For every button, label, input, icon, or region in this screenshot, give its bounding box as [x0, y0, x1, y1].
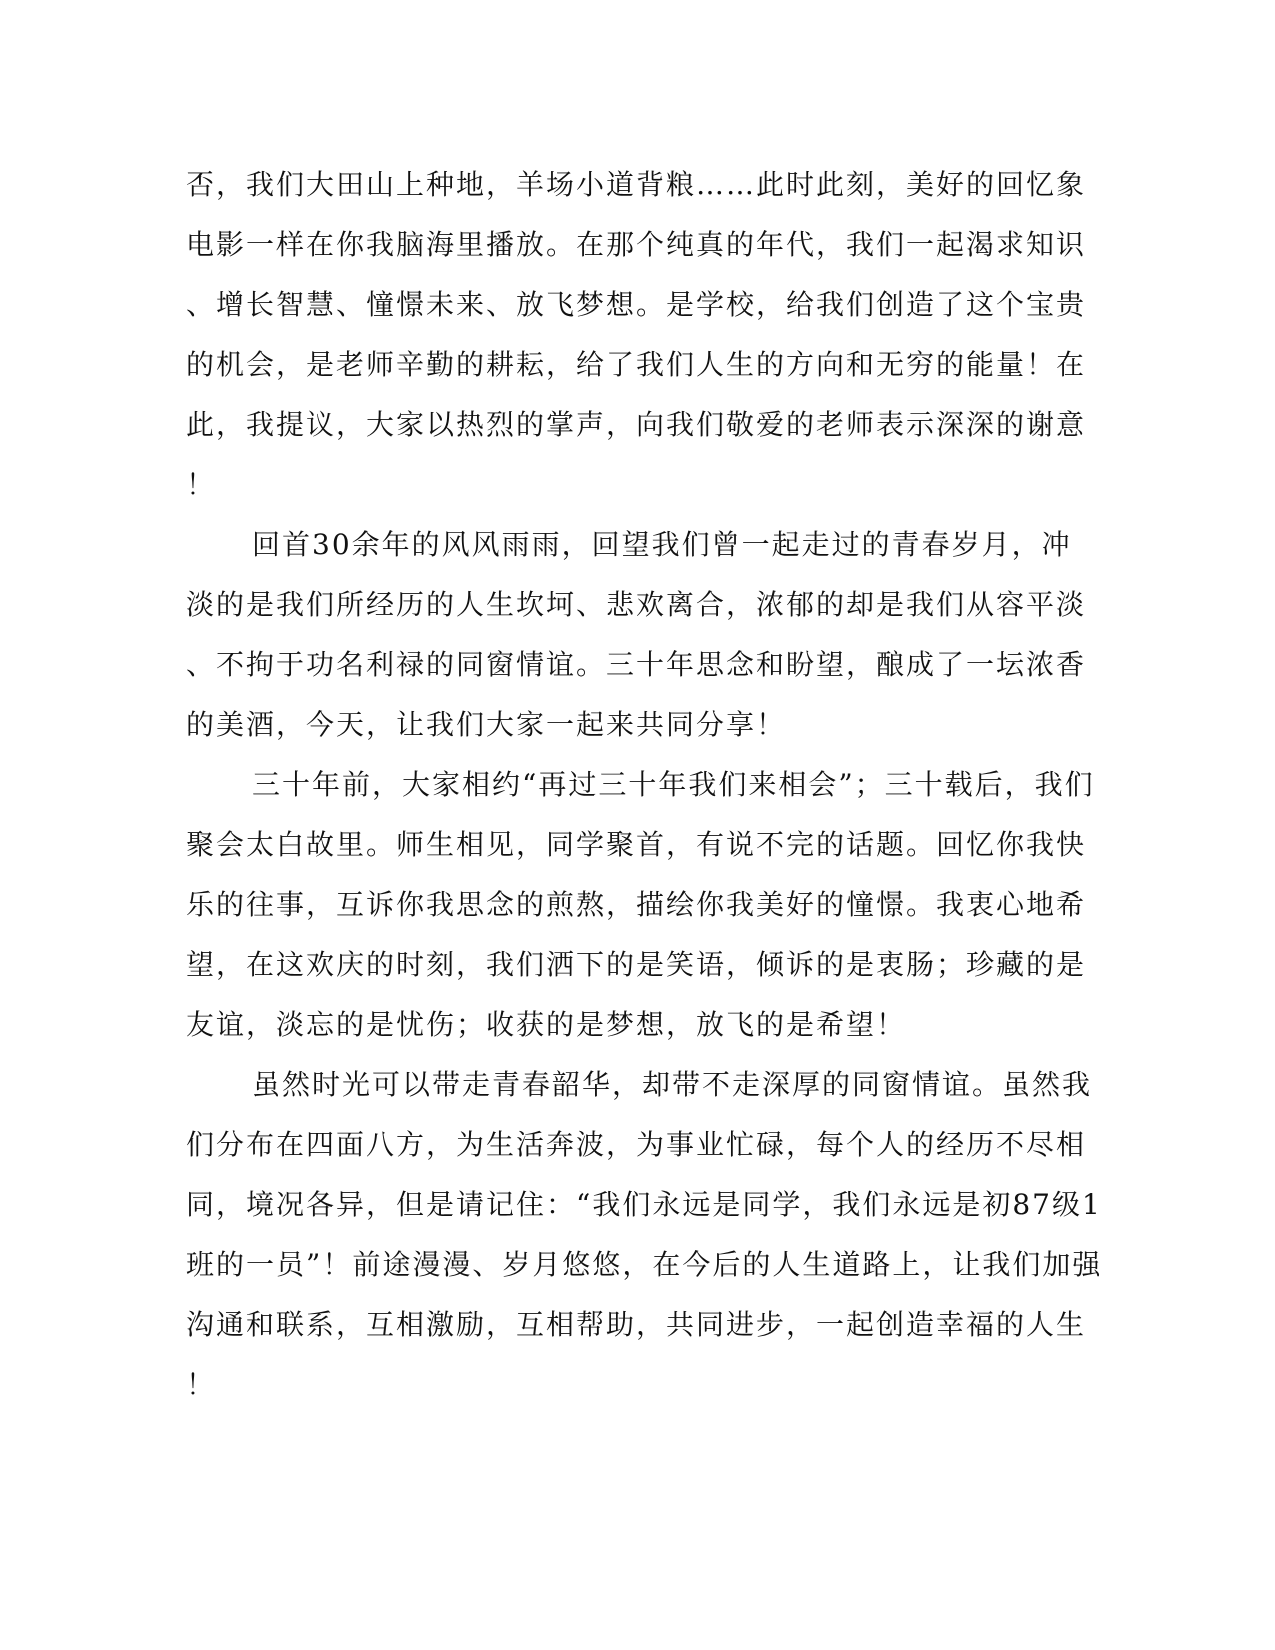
- text-line: 沟通和联系，互相激励，互相帮助，共同进步，一起创造幸福的人生: [186, 1308, 1087, 1341]
- text-line: 此，我提议，大家以热烈的掌声，向我们敬爱的老师表示深深的谢意: [186, 408, 1087, 441]
- text-line: 虽然时光可以带走青春韶华，却带不走深厚的同窗情谊。虽然我: [252, 1068, 1093, 1101]
- text-line: 淡的是我们所经历的人生坎坷、悲欢离合，浓郁的却是我们从容平淡: [186, 588, 1087, 621]
- text-line: 班的一员”！前途漫漫、岁月悠悠，在今后的人生道路上，让我们加强: [186, 1248, 1103, 1281]
- text-line: 、增长智慧、憧憬未来、放飞梦想。是学校，给我们创造了这个宝贵: [186, 288, 1087, 321]
- text-line: ！: [186, 1368, 217, 1401]
- text-line: 的机会，是老师辛勤的耕耘，给了我们人生的方向和无穷的能量！在: [186, 348, 1087, 381]
- text-line: 电影一样在你我脑海里播放。在那个纯真的年代，我们一起渴求知识: [186, 228, 1087, 261]
- text-line: 聚会太白故里。师生相见，同学聚首，有说不完的话题。回忆你我快: [186, 828, 1087, 861]
- text-line: 否，我们大田山上种地，羊场小道背粮……此时此刻，美好的回忆象: [186, 168, 1087, 201]
- text-line: 们分布在四面八方，为生活奔波，为事业忙碌，每个人的经历不尽相: [186, 1128, 1087, 1161]
- text-line: 友谊，淡忘的是忧伤；收获的是梦想，放飞的是希望！: [186, 1008, 907, 1041]
- text-line: 乐的往事，互诉你我思念的煎熬，描绘你我美好的憧憬。我衷心地希: [186, 888, 1087, 921]
- text-line: ！: [186, 468, 217, 501]
- document-body: [186, 155, 1103, 1415]
- text-line: 、不拘于功名利禄的同窗情谊。三十年思念和盼望，酿成了一坛浓香: [186, 648, 1087, 681]
- text-line: 三十年前，大家相约“再过三十年我们来相会”；三十载后，我们: [252, 768, 1095, 801]
- text-line: 回首30余年的风风雨雨，回望我们曾一起走过的青春岁月，冲: [252, 528, 1072, 561]
- text-line: 望，在这欢庆的时刻，我们洒下的是笑语，倾诉的是衷肠；珍藏的是: [186, 948, 1087, 981]
- text-line: 同，境况各异，但是请记住：“我们永远是同学，我们永远是初87级1: [186, 1188, 1102, 1221]
- text-line: 的美酒，今天，让我们大家一起来共同分享！: [186, 708, 787, 741]
